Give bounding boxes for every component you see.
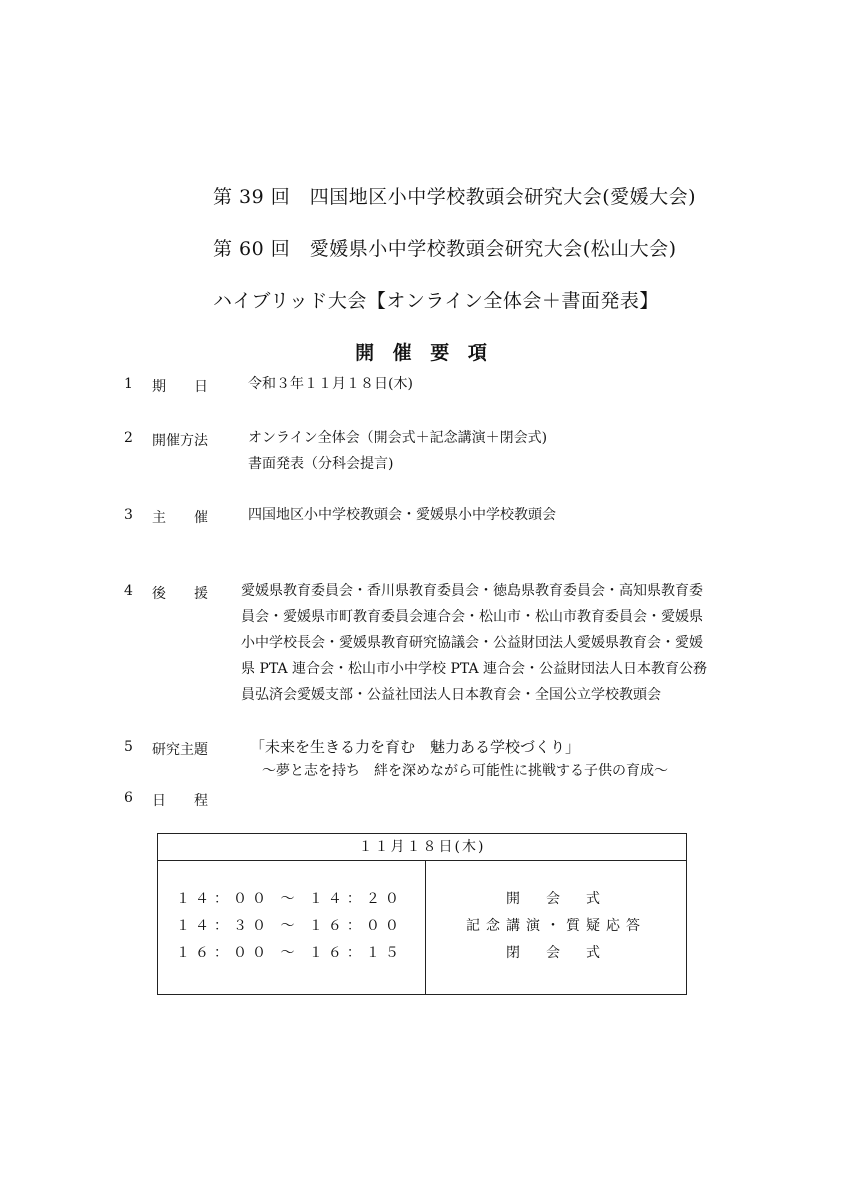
item-label-date: 期 日	[152, 379, 208, 395]
support-line-2: 員会・愛媛県市町教育委員会連合会・松山市・松山市教育委員会・愛媛県	[241, 609, 703, 625]
item-number-support: 4	[124, 583, 133, 599]
support-line-4: 県 PTA 連合会・松山市小中学校 PTA 連合会・公益財団法人日本教育公務	[241, 661, 708, 677]
item-value-support	[241, 578, 707, 708]
item-label-theme: 研究主題	[152, 742, 208, 758]
item-label-schedule: 日 程	[152, 793, 208, 809]
document-heading: 開 催 要 項	[355, 342, 493, 364]
schedule-event-1: 開 会 式	[506, 891, 606, 907]
schedule-event-3: 閉 会 式	[506, 945, 606, 961]
support-line-3: 小中学校長会・愛媛県教育研究協議会・公益財団法人愛媛県教育会・愛媛	[241, 635, 703, 651]
title-line-1: 第 39 回 四国地区小中学校教頭会研究大会(愛媛大会)	[213, 186, 697, 208]
title-line-3: ハイブリッド大会【オンライン全体会＋書面発表】	[213, 290, 659, 312]
theme-main: 「未来を生きる力を育む 魅力ある学校づくり」	[250, 738, 581, 756]
item-number-method: 2	[124, 430, 133, 446]
method-line-1: オンライン全体会（開会式＋記念講演＋閉会式)	[248, 430, 548, 446]
support-line-1: 愛媛県教育委員会・香川県教育委員会・徳島県教育委員会・高知県教育委	[241, 583, 703, 599]
item-value-host: 四国地区小中学校教頭会・愛媛県小中学校教頭会	[248, 507, 556, 523]
item-label-method: 開催方法	[152, 433, 208, 449]
item-number-date: 1	[124, 376, 133, 392]
support-line-5: 員弘済会愛媛支部・公益社団法人日本教育会・全国公立学校教頭会	[241, 687, 661, 703]
theme-sub: ～夢と志を持ち 絆を深めながら可能性に挑戦する子供の育成～	[262, 763, 668, 779]
schedule-times	[176, 886, 404, 967]
item-value-method	[248, 425, 547, 477]
title-line-2: 第 60 回 愛媛県小中学校教頭会研究大会(松山大会)	[213, 238, 677, 260]
schedule-events	[426, 886, 686, 967]
item-number-host: 3	[124, 507, 133, 523]
method-line-2: 書面発表（分科会提言)	[248, 456, 394, 472]
item-value-date: 令和３年１１月１８日(木)	[248, 376, 413, 392]
item-label-host: 主 催	[152, 510, 208, 526]
schedule-date-header: １１月１８日(木)	[158, 834, 686, 861]
item-number-schedule: 6	[124, 790, 133, 806]
schedule-time-3: １６：００ ～ １６：１５	[176, 945, 404, 961]
item-label-support: 後 援	[152, 586, 208, 602]
schedule-time-1: １４：００ ～ １４：２０	[176, 891, 404, 907]
schedule-event-2: 記念講演・質疑応答	[466, 918, 646, 934]
schedule-time-2: １４：３０ ～ １６：００	[176, 918, 404, 934]
schedule-table	[157, 833, 687, 995]
item-number-theme: 5	[124, 739, 133, 755]
